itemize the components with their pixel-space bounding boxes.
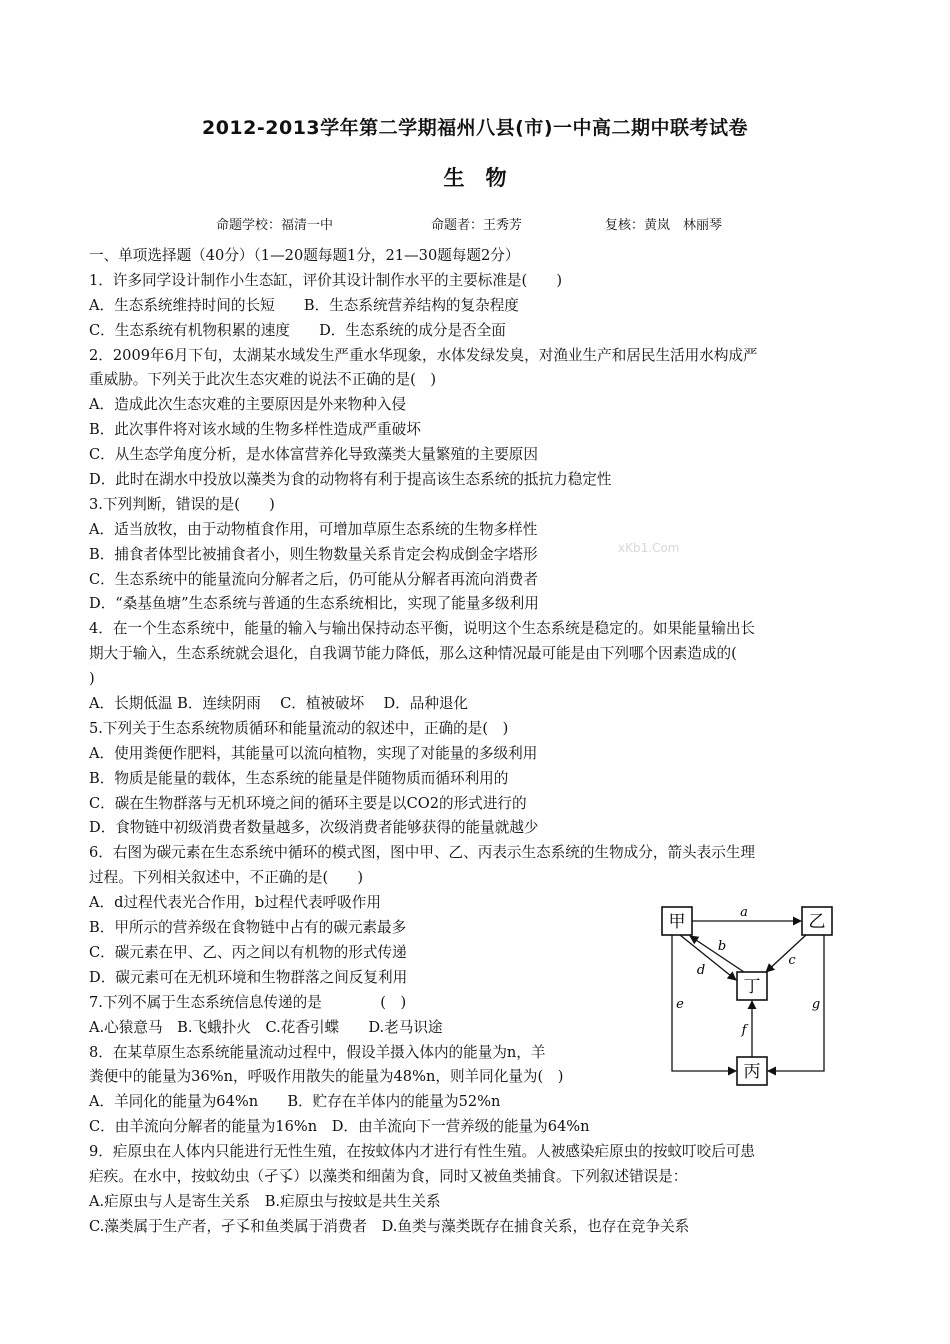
question-line: 期大于输入，生态系统就会退化，自我调节能力降低，那么这种情况最可能是由下列哪个因素造成的(	[89, 645, 737, 663]
option-line: C.藻类属于生产者，孑孓和鱼类属于消费者 D.鱼类与藻类既存在捕食关系，也存在竞争关系	[89, 1217, 690, 1235]
watermark-text: xKb1.Com	[618, 541, 680, 555]
exam-body	[89, 244, 864, 1240]
edge-c-arrow	[766, 935, 806, 972]
option-line: C．由羊流向分解者的能量为16%n D．由羊流向下一营养级的能量为64%n	[89, 1118, 590, 1136]
question-line: 9．疟原虫在人体内只能进行无性生殖，在按蚊体内才进行有性生殖。人被感染疟原虫的按蚊叮咬后可患	[89, 1143, 756, 1161]
option-line: C．碳元素在甲、乙、丙之间以有机物的形式传递	[89, 943, 407, 961]
question-line: 5.下列关于生态系统物质循环和能量流动的叙述中，正确的是( )	[89, 719, 509, 737]
question-line: 8．在某草原生态系统能量流动过程中，假设羊摄入体内的能量为n，羊	[89, 1043, 546, 1061]
option-line: D．“桑基鱼塘”生态系统与普通的生态系统相比，实现了能量多级利用	[89, 595, 539, 613]
question-line: 重威胁。下列关于此次生态灾难的说法不正确的是( )	[89, 371, 437, 389]
option-line: A．d过程代表光合作用，b过程代表呼吸作用	[89, 894, 381, 912]
option-line: B．捕食者体型比被捕食者小，则生物数量关系肯定会构成倒金字塔形	[89, 545, 538, 563]
option-line: D．此时在湖水中投放以藻类为食的动物将有利于提高该生态系统的抵抗力稳定性	[89, 471, 612, 489]
question-line: 粪便中的能量为36%n，呼吸作用散失的能量为48%n，则羊同化量为( )	[89, 1068, 564, 1086]
option-line: C．从生态学角度分析，是水体富营养化导致藻类大量繁殖的主要原因	[89, 446, 538, 464]
option-line: A.心猿意马 B.飞蛾扑火 C.花香引蝶 D.老马识途	[89, 1018, 443, 1036]
option-line: A．造成此次生态灾难的主要原因是外来物种入侵	[89, 396, 407, 414]
credit-reviewers: 复核：黄岚 林丽琴	[605, 218, 723, 233]
question-line: 7.下列不属于生态系统信息传递的是 ( )	[89, 993, 407, 1011]
option-line: A．适当放牧，由于动物植食作用，可增加草原生态系统的生物多样性	[89, 520, 538, 538]
edge-d-label: d	[696, 963, 706, 978]
option-line: B．物质是能量的载体，生态系统的能量是伴随物质而循环利用的	[89, 769, 509, 787]
option-line: D．食物链中初级消费者数量越多，次级消费者能够获得的能量就越少	[89, 819, 539, 837]
edge-e-label: e	[676, 997, 684, 1012]
node-yi-label: 乙	[808, 912, 826, 932]
edge-f-label: f	[741, 1023, 747, 1038]
edge-d-arrow	[680, 935, 736, 980]
credit-author: 命题者：王秀芳	[431, 218, 523, 233]
credit-school: 命题学校：福清一中	[216, 218, 334, 233]
exam-title: 2012-2013学年第二学期福州八县(市)一中高二期中联考试卷	[201, 117, 749, 139]
node-jia-label: 甲	[668, 912, 686, 932]
option-line: A．使用粪便作肥料，其能量可以流向植物，实现了对能量的多级利用	[89, 744, 538, 762]
node-bing-label: 丙	[743, 1062, 761, 1082]
question-line: 1．许多同学设计制作小生态缸，评价其设计制作水平的主要标准是( )	[89, 271, 563, 289]
question-line: 3.下列判断，错误的是( )	[89, 495, 275, 513]
exam-subject: 生 物	[443, 166, 507, 190]
option-line: A．生态系统维持时间的长短 B．生态系统营养结构的复杂程度	[89, 296, 519, 314]
question-line: 2．2009年6月下旬，太湖某水域发生严重水华现象，水体发绿发臭，对渔业生产和居民生活用水构成严	[89, 346, 758, 364]
question-line: )	[89, 670, 95, 688]
option-line: D．碳元素可在无机环境和生物群落之间反复利用	[89, 968, 408, 986]
carbon-cycle-diagram	[656, 900, 846, 1090]
option-line: A．羊同化的能量为64%n B．贮存在羊体内的能量为52%n	[89, 1093, 501, 1111]
option-line: C．碳在生物群落与无机环境之间的循环主要是以CO2的形式进行的	[89, 794, 527, 812]
section-heading: 一、单项选择题（40分）（1—20题每题1分，21—30题每题2分）	[89, 247, 520, 264]
edge-b-label: b	[717, 939, 727, 954]
edge-g-label: g	[811, 997, 821, 1012]
option-line: B．甲所示的营养级在食物链中占有的碳元素最多	[89, 919, 407, 937]
question-line: 4．在一个生态系统中，能量的输入与输出保持动态平衡，说明这个生态系统是稳定的。如果能量输出长	[89, 620, 756, 638]
edge-a-label: a	[740, 905, 748, 920]
node-ding-label: 丁	[743, 977, 761, 997]
edge-c-label: c	[788, 953, 796, 968]
option-line: C．生态系统中的能量流向分解者之后，仍可能从分解者再流向消费者	[89, 570, 538, 588]
question-line: 疟疾。在水中，按蚊幼虫（孑孓）以藻类和细菌为食，同时又被鱼类捕食。下列叙述错误是：	[89, 1167, 688, 1185]
option-line: A.疟原虫与人是寄生关系 B.疟原虫与按蚊是共生关系	[89, 1192, 441, 1210]
question-line: 过程。下列相关叙述中，不正确的是( )	[89, 869, 364, 887]
question-line: 6．右图为碳元素在生态系统中循环的模式图，图中甲、乙、丙表示生态系统的生物成分，箭头表示生理	[89, 844, 756, 862]
option-line: C．生态系统有机物积累的速度 D．生态系统的成分是否全面	[89, 321, 506, 339]
option-line: A．长期低温 B．连续阴雨 C．植被破坏 D．品种退化	[89, 695, 469, 713]
option-line: B．此次事件将对该水域的生物多样性造成严重破坏	[89, 421, 421, 439]
